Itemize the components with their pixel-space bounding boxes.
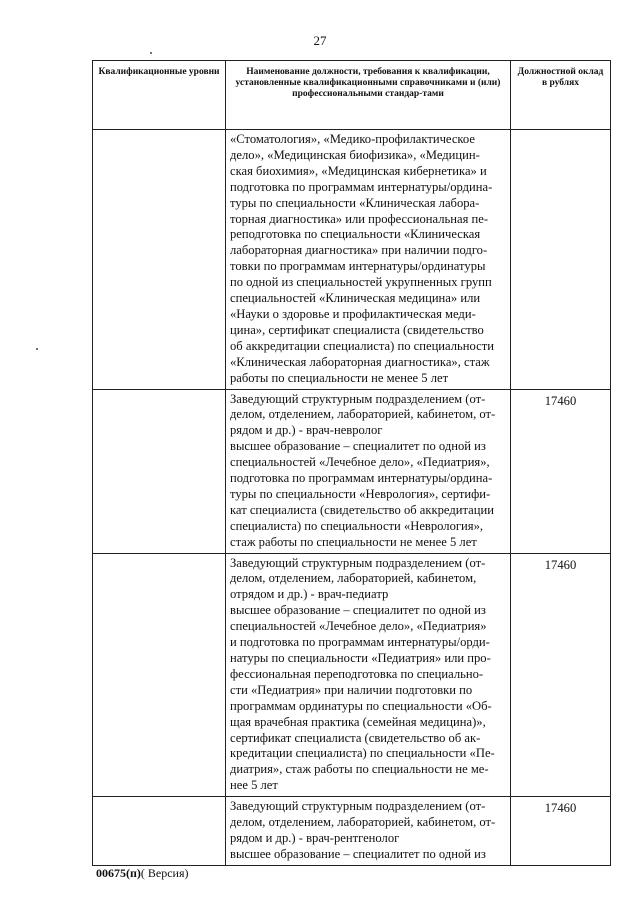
header-salary: Должностной оклад в рублях bbox=[511, 61, 611, 130]
level-cell bbox=[93, 797, 226, 866]
requirements-cell: «Стоматология», «Медико-профилактическое дело», «Медицинская биофизика», «Медицин- ская биохимия», «Медицинская кибернетика» и подготовка по программам интернатуры/ордина- туры по специальности «Клиническая лабора- торная диагностика» или профессиональная пе- реподготовка по специальности «Клиническая лабораторная диагностика» при наличии подго- товки по программам интернатуры/ординатуры по одной из специальностей укрупненных групп специальностей «Клиническая медицина» или «Науки о здоровье и профилактическая меди- цина», сертификат специалиста (свидетельство об аккредитации специалиста) по специальности «Клиническая лабораторная диагностика», стаж работы по специальности не менее 5 лет bbox=[226, 130, 511, 390]
salary-cell: 17460 bbox=[511, 553, 611, 797]
table-header-row bbox=[93, 61, 611, 130]
table-row bbox=[93, 553, 611, 797]
scan-speck bbox=[150, 52, 152, 54]
scan-speck bbox=[36, 348, 38, 350]
document-code: 00675(п) bbox=[96, 866, 141, 880]
salary-cell: 17460 bbox=[511, 797, 611, 866]
requirements-cell: Заведующий структурным подразделением (от- делом, отделением, лабораторией, кабинетом, от- рядом и др.) - врач-рентгенолог высшее образование – специалитет по одной из bbox=[226, 797, 511, 866]
salary-cell: 17460 bbox=[511, 389, 611, 553]
header-qualification-levels: Квалификационные уровни bbox=[93, 61, 226, 130]
level-cell bbox=[93, 389, 226, 553]
page-number: 27 bbox=[313, 33, 327, 48]
qualification-table bbox=[92, 60, 611, 866]
document-footer bbox=[96, 866, 189, 881]
requirements-cell: Заведующий структурным подразделением (от- делом, отделением, лабораторией, кабинетом, от- рядом и др.) - врач-невролог высшее образование – специалитет по одной из специальностей «Лечебное дело», «Педиатрия», подготовка по программам интернатуры/ордина- туры по специальности «Неврология», сертифи- кат специалиста (свидетельство об аккредитации специалиста) по специальности «Неврология», стаж работы по специальности не менее 5 лет bbox=[226, 389, 511, 553]
level-cell bbox=[93, 130, 226, 390]
level-cell bbox=[93, 553, 226, 797]
document-version: ( Версия) bbox=[140, 866, 189, 880]
table-row bbox=[93, 130, 611, 390]
requirements-cell: Заведующий структурным подразделением (от- делом, отделением, лабораторией, кабинетом, отрядом и др.) - врач-педиатр высшее образование – специалитет по одной из специальностей «Лечебное дело», «Педиатрия» и подготовка по программам интернатуры/орди- натуры по специальности «Педиатрия» или про- фессиональная переподготовка по специально- сти «Педиатрия» при наличии подготовки по программам ординатуры по специальности «Об- щая врачебная практика (семейная медицина)», сертификат специалиста (свидетельство об ак- кредитации специалиста) по специальности «Пе- диатрия», стаж работы по специальности не ме- нее 5 лет bbox=[226, 553, 511, 797]
table-row bbox=[93, 797, 611, 866]
header-position-requirements: Наименование должности, требования к квалификации, установленные квалификационными справочниками и (или) профессиональными стандар-тами bbox=[226, 61, 511, 130]
table-row bbox=[93, 389, 611, 553]
salary-cell bbox=[511, 130, 611, 390]
